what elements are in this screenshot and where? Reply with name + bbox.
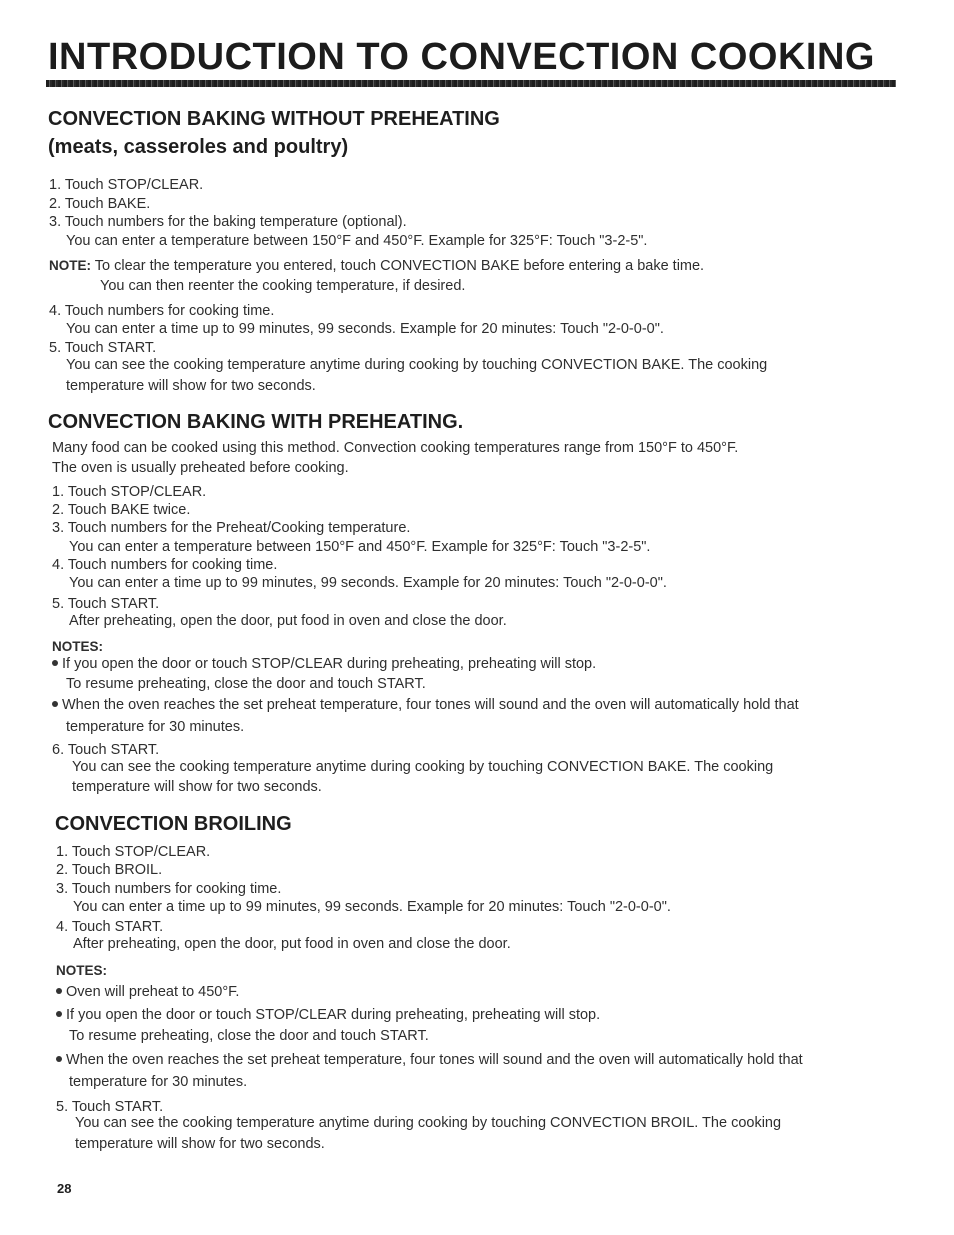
detail-line: You can see the cooking temperature anytime during cooking by touching CONVECTION BAKE. The cooking xyxy=(72,759,774,775)
detail-line: To resume preheating, close the door and touch START. xyxy=(69,1028,429,1044)
step-line: 4. Touch START. xyxy=(56,919,164,935)
detail-line: temperature for 30 minutes. xyxy=(69,1074,248,1090)
detail-line: temperature for 30 minutes. xyxy=(66,719,245,735)
detail-line: temperature will show for two seconds. xyxy=(72,779,322,795)
step-line: 3. Touch numbers for the Preheat/Cooking temperature. xyxy=(52,520,411,536)
step-line: 3. Touch numbers for the baking temperature (optional). xyxy=(49,214,407,230)
page-title: INTRODUCTION TO CONVECTION COOKING xyxy=(48,36,875,78)
detail-line: After preheating, open the door, put food in oven and close the door. xyxy=(73,936,511,952)
note-bullet: Oven will preheat to 450°F. xyxy=(56,983,239,1001)
detail-line: You can see the cooking temperature anytime during cooking by touching CONVECTION BAKE. The cooking xyxy=(66,357,768,373)
step-line: 4. Touch numbers for cooking time. xyxy=(49,303,275,319)
section1-subheading: (meats, casseroles and poultry) xyxy=(48,136,349,158)
detail-line: You can enter a time up to 99 minutes, 99 seconds. Example for 20 minutes: Touch "2-0-0-0". xyxy=(69,575,667,591)
detail-line: You can enter a temperature between 150°F and 450°F. Example for 325°F: Touch "3-2-5". xyxy=(66,233,648,249)
step-line: 3. Touch numbers for cooking time. xyxy=(56,881,282,897)
step-line: 6. Touch START. xyxy=(52,742,160,758)
detail-line: temperature will show for two seconds. xyxy=(75,1136,325,1152)
page-number: 28 xyxy=(57,1181,72,1196)
detail-line: You can enter a time up to 99 minutes, 99 seconds. Example for 20 minutes: Touch "2-0-0-0". xyxy=(66,321,664,337)
section2-heading: CONVECTION BAKING WITH PREHEATING. xyxy=(48,411,464,433)
step-line: 5. Touch START. xyxy=(52,596,160,612)
intro-line: Many food can be cooked using this method. Convection cooking temperatures range from 150°F to 450°F. xyxy=(52,440,739,456)
detail-line: You can enter a time up to 99 minutes, 99 seconds. Example for 20 minutes: Touch "2-0-0-0". xyxy=(73,899,671,915)
step-line: 5. Touch START. xyxy=(49,340,157,356)
notes-label: NOTES: xyxy=(56,963,108,978)
step-line: 4. Touch numbers for cooking time. xyxy=(52,557,278,573)
note-text: To clear the temperature you entered, touch CONVECTION BAKE before entering a bake time. xyxy=(94,258,705,274)
section1-heading: CONVECTION BAKING WITHOUT PREHEATING xyxy=(48,108,500,130)
notes-label: NOTES: xyxy=(52,639,104,654)
step-line: 1. Touch STOP/CLEAR. xyxy=(52,484,207,500)
detail-line: You can then reenter the cooking temperature, if desired. xyxy=(100,278,466,294)
detail-line: You can see the cooking temperature anytime during cooking by touching CONVECTION BROIL. The cooking xyxy=(75,1115,782,1131)
note-label: NOTE: xyxy=(49,258,91,273)
title-underline xyxy=(46,80,896,87)
step-line: 1. Touch STOP/CLEAR. xyxy=(49,177,204,193)
step-line: 2. Touch BAKE twice. xyxy=(52,502,191,518)
step-line: 2. Touch BAKE. xyxy=(49,196,151,212)
note-bullet: When the oven reaches the set preheat temperature, four tones will sound and the oven will automatically hold that xyxy=(56,1051,803,1069)
note-bullet: When the oven reaches the set preheat temperature, four tones will sound and the oven will automatically hold that xyxy=(52,696,799,714)
step-line: 2. Touch BROIL. xyxy=(56,862,163,878)
detail-line: To resume preheating, close the door and touch START. xyxy=(66,676,426,692)
intro-line: The oven is usually preheated before cooking. xyxy=(52,460,349,476)
detail-line: You can enter a temperature between 150°F and 450°F. Example for 325°F: Touch "3-2-5". xyxy=(69,539,651,555)
section3-heading: CONVECTION BROILING xyxy=(55,813,292,835)
step-line: 5. Touch START. xyxy=(56,1099,164,1115)
detail-line: temperature will show for two seconds. xyxy=(66,378,316,394)
note-bullet: If you open the door or touch STOP/CLEAR during preheating, preheating will stop. xyxy=(56,1006,600,1024)
note-bullet: If you open the door or touch STOP/CLEAR during preheating, preheating will stop. xyxy=(52,655,596,673)
note-line xyxy=(49,257,704,275)
step-line: 1. Touch STOP/CLEAR. xyxy=(56,844,211,860)
detail-line: After preheating, open the door, put food in oven and close the door. xyxy=(69,613,507,629)
